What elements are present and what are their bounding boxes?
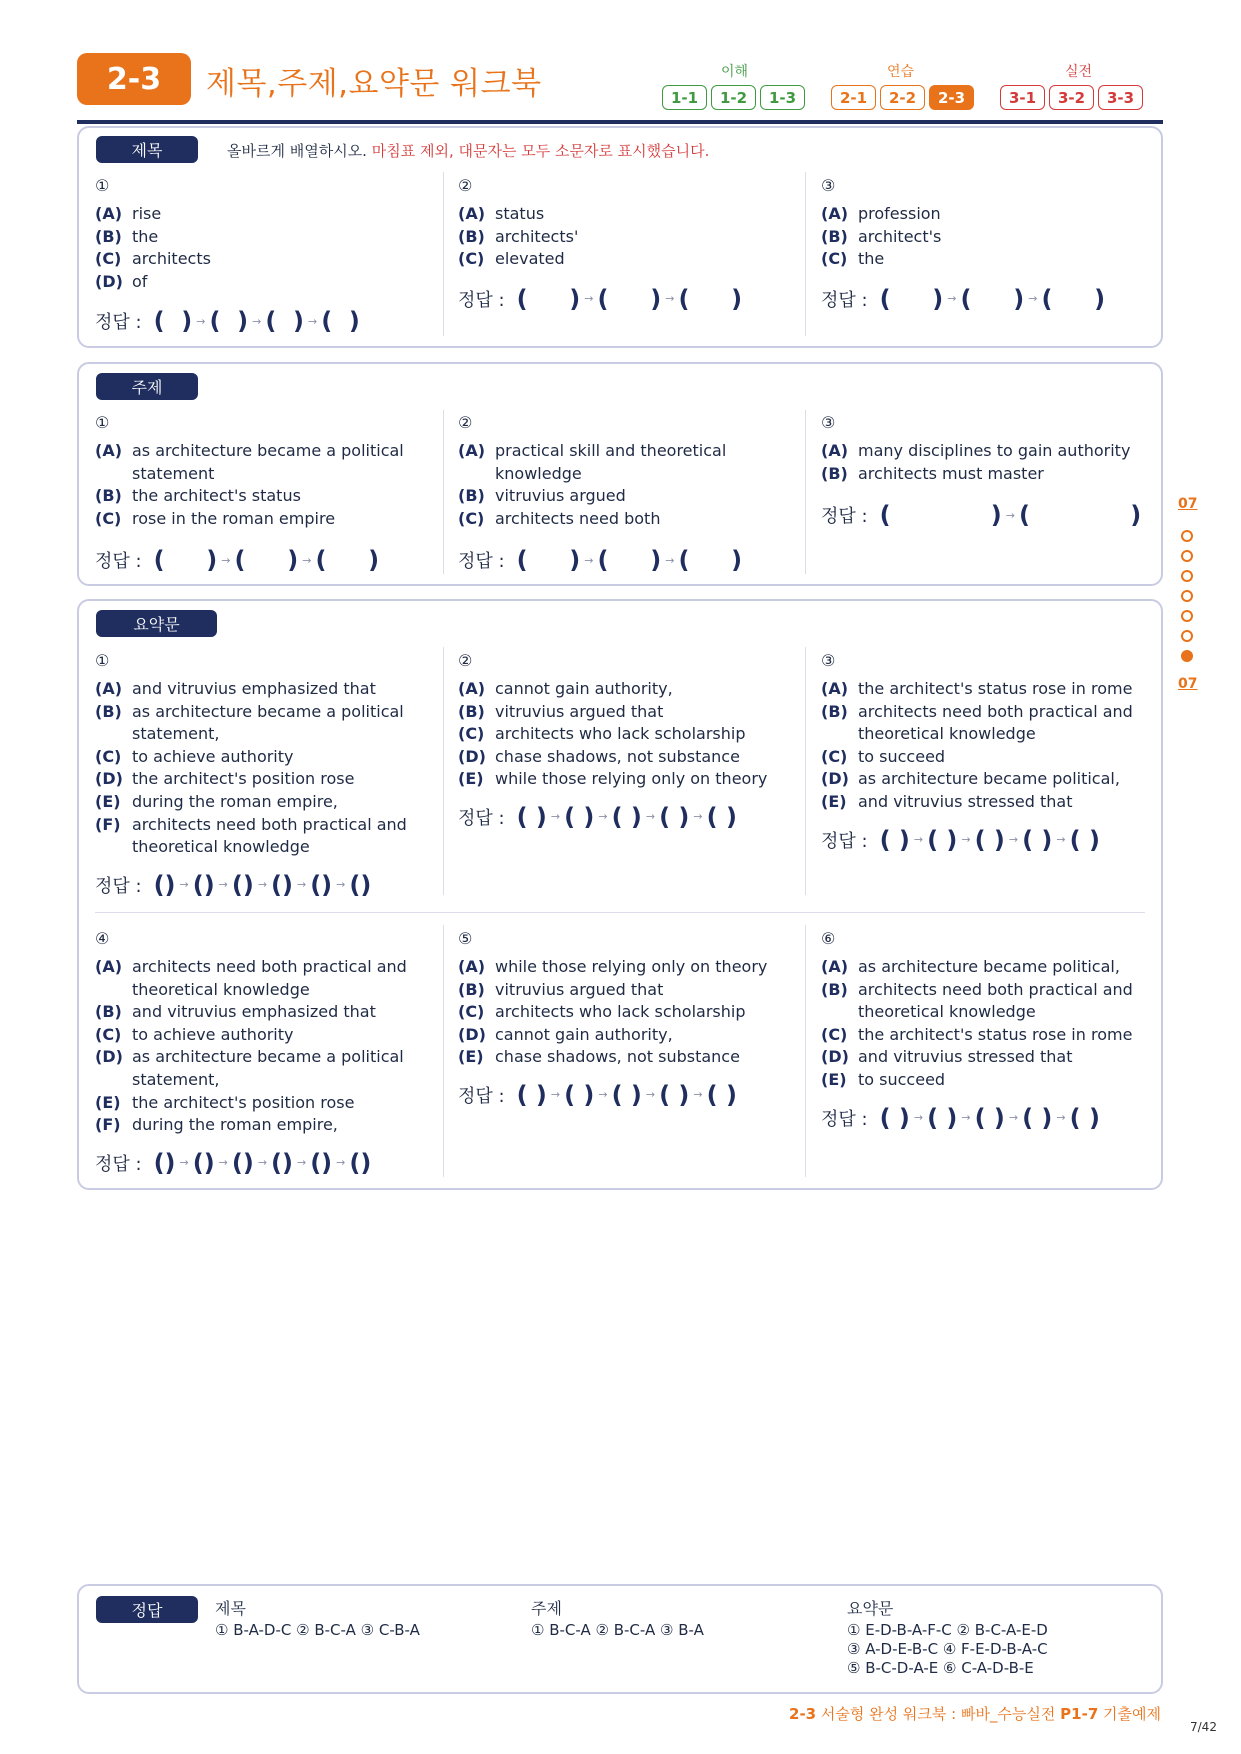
instruction-text: 올바르게 배열하시오. 마침표 제외, 대문자는 모두 소문자로 표시했습니다. <box>227 142 710 160</box>
nav-pill-1-2[interactable]: 1-2 <box>711 85 756 110</box>
unit-badge: 2-3 <box>77 53 191 105</box>
option: (B) architects need both practical and theoretical knowledge <box>821 701 1133 744</box>
progress-dot <box>1181 530 1193 542</box>
answer-blanks[interactable]: 정답 : ( ) → ( ) → ( ) → ( ) → ( ) <box>458 1080 737 1109</box>
question-number: ⑥ <box>821 929 836 948</box>
nav-pill-3-2[interactable]: 3-2 <box>1049 85 1094 110</box>
side-page-number-bottom: 07 <box>1178 676 1198 692</box>
column-divider <box>805 925 806 1177</box>
option: (C) architects who lack scholarship <box>458 724 746 744</box>
option: (C) to achieve authority <box>95 746 294 766</box>
option: (C) to achieve authority <box>95 1024 294 1044</box>
group-label-understanding: 이해 <box>720 64 749 80</box>
option: (B) architect's <box>821 226 942 246</box>
option: (D) and vitruvius stressed that <box>821 1047 1073 1067</box>
summary-question-3 <box>821 651 1156 856</box>
nav-pill-3-1[interactable]: 3-1 <box>1000 85 1045 110</box>
option: (B) the architect's status <box>95 486 301 506</box>
answer-key-theme: ① B-C-A ② B-C-A ③ B-A <box>531 1621 704 1639</box>
option: (C) to succeed <box>821 746 946 766</box>
question-number: ② <box>458 651 473 670</box>
progress-dot <box>1181 570 1193 582</box>
answer-blanks[interactable]: 정답 : ( ) → ( ) → ( ) <box>458 546 743 575</box>
nav-group-understanding <box>662 85 805 112</box>
option: (D) as architecture became political, <box>821 769 1120 789</box>
option: (E) chase shadows, not substance <box>458 1047 740 1067</box>
option: (E) and vitruvius stressed that <box>821 791 1073 811</box>
answer-blanks[interactable]: 정답 : ( ) → ( ) → ( ) → ( ) → ( ) <box>821 1103 1100 1132</box>
answer-key-summary-line-3: ⑤ B-C-D-A-E ⑥ C-A-D-B-E <box>847 1659 1034 1677</box>
column-divider <box>805 172 806 336</box>
theme-question-2 <box>458 413 793 576</box>
page-number: 7/42 <box>1190 1720 1217 1734</box>
option: (B) architects need both practical and theoretical knowledge <box>821 979 1133 1022</box>
summary-section-tag: 요약문 <box>96 610 217 637</box>
option: (C) elevated <box>458 249 565 269</box>
title-question-1 <box>95 176 430 337</box>
option: (E) to succeed <box>821 1069 946 1089</box>
answer-key-summary-line-2: ③ A-D-E-B-C ④ F-E-D-B-A-C <box>847 1640 1048 1658</box>
option: (B) architects must master <box>821 463 1044 483</box>
side-page-number-top: 07 <box>1178 496 1198 512</box>
option: (A) as architecture became political, <box>821 957 1120 976</box>
option: (E) the architect's position rose <box>95 1092 355 1112</box>
answer-blanks[interactable]: 정답 : ( ) → ( ) → ( ) → ( ) → ( ) <box>458 802 737 831</box>
answer-blanks[interactable]: 정답 : ( ) → ( ) → ( ) <box>95 546 380 575</box>
option: (C) rose in the roman empire <box>95 508 336 528</box>
column-divider <box>805 410 806 574</box>
footer-text: 2-3 서술형 완성 워크북 : 빠바_수능실전 P1-7 기출예제 <box>789 1705 1161 1723</box>
summary-question-5 <box>458 929 793 1111</box>
option: (A) profession <box>821 204 941 223</box>
option: (D) cannot gain authority, <box>458 1024 673 1044</box>
column-divider <box>443 410 444 574</box>
option: (A) practical skill and theoretical knowledge <box>458 441 727 483</box>
column-divider <box>805 647 806 895</box>
answer-key-title-heading: 제목 <box>215 1599 246 1618</box>
option: (D) the architect's position rose <box>95 769 355 789</box>
row-divider <box>95 912 1145 913</box>
option: (A) and vitruvius emphasized that <box>95 679 376 698</box>
option: (B) and vitruvius emphasized that <box>95 1002 376 1022</box>
nav-pill-3-3[interactable]: 3-3 <box>1098 85 1143 110</box>
option: (B) vitruvius argued <box>458 486 626 506</box>
option: (B) architects' <box>458 226 579 246</box>
option: (E) while those relying only on theory <box>458 769 768 789</box>
option: (B) vitruvius argued that <box>458 979 664 999</box>
option: (A) while those relying only on theory <box>458 957 768 976</box>
option: (A) rise <box>95 204 162 223</box>
question-number: ① <box>95 651 110 670</box>
answer-blanks[interactable]: 정답 : () → () → () → () → () → () <box>95 870 372 899</box>
answer-blanks[interactable]: 정답 : ( ) → ( ) → ( ) → ( ) <box>95 307 360 336</box>
title-section-tag: 제목 <box>96 136 198 163</box>
nav-pill-2-1[interactable]: 2-1 <box>831 85 876 110</box>
summary-question-6 <box>821 929 1156 1134</box>
nav-pill-1-1[interactable]: 1-1 <box>662 85 707 110</box>
option: (E) during the roman empire, <box>95 791 338 811</box>
nav-group-real <box>1000 85 1143 112</box>
theme-question-1 <box>95 413 430 576</box>
answer-key-summary-heading: 요약문 <box>847 1599 894 1618</box>
column-divider <box>443 647 444 895</box>
option: (C) architects need both <box>458 508 661 528</box>
question-number: ② <box>458 413 473 432</box>
question-number: ③ <box>821 413 836 432</box>
progress-dot-active <box>1181 650 1193 662</box>
progress-dot <box>1181 550 1193 562</box>
question-number: ③ <box>821 176 836 195</box>
question-number: ① <box>95 176 110 195</box>
answer-key-theme-heading: 주제 <box>531 1599 562 1618</box>
option: (F) architects need both practical and theoretical knowledge <box>95 814 407 857</box>
theme-question-3 <box>821 413 1156 531</box>
option: (A) as architecture became a political statement <box>95 441 404 483</box>
group-label-practice: 연습 <box>886 64 915 80</box>
column-divider <box>443 925 444 1177</box>
answer-key-summary-line-1: ① E-D-B-A-F-C ② B-C-A-E-D <box>847 1621 1048 1639</box>
summary-question-1 <box>95 651 430 901</box>
answer-blanks[interactable]: 정답 : () → () → () → () → () → () <box>95 1148 372 1177</box>
theme-section-tag: 주제 <box>96 373 198 400</box>
question-number: ② <box>458 176 473 195</box>
nav-group-practice <box>831 85 974 112</box>
question-number: ③ <box>821 651 836 670</box>
option: (A) many disciplines to gain authority <box>821 441 1131 460</box>
option: (C) the architect's status rose in rome <box>821 1024 1133 1044</box>
option: (A) architects need both practical and theoretical knowledge <box>95 957 407 999</box>
option: (C) architects who lack scholarship <box>458 1002 746 1022</box>
option: (A) cannot gain authority, <box>458 679 673 698</box>
page-title: 제목,주제,요약문 워크북 <box>206 66 542 102</box>
answer-blanks[interactable]: 정답 : ( ) → ( ) → ( ) <box>458 284 743 313</box>
title-question-3 <box>821 176 1156 315</box>
option: (A) the architect's status rose in rome <box>821 679 1133 698</box>
nav-pill-2-2[interactable]: 2-2 <box>880 85 925 110</box>
option: (B) the <box>95 226 159 246</box>
progress-dot <box>1181 610 1193 622</box>
answer-key-title: ① B-A-D-C ② B-C-A ③ C-B-A <box>215 1621 420 1639</box>
option: (B) vitruvius argued that <box>458 701 664 721</box>
option: (F) during the roman empire, <box>95 1115 338 1135</box>
answer-blanks[interactable]: 정답 : ( ) → ( ) → ( ) <box>821 284 1106 313</box>
summary-question-4 <box>95 929 430 1179</box>
group-label-real: 실전 <box>1064 64 1093 80</box>
option: (C) the <box>821 249 885 269</box>
option: (C) architects <box>95 249 211 269</box>
summary-question-2 <box>458 651 793 833</box>
option: (D) chase shadows, not substance <box>458 746 740 766</box>
column-divider <box>443 172 444 336</box>
option: (D) of <box>95 271 148 291</box>
nav-pill-1-3[interactable]: 1-3 <box>760 85 805 110</box>
header-rule <box>77 120 1163 124</box>
option: (B) as architecture became a political statement, <box>95 701 404 744</box>
progress-dot <box>1181 590 1193 602</box>
answer-key-tag: 정답 <box>96 1596 198 1623</box>
question-number: ⑤ <box>458 929 473 948</box>
question-number: ④ <box>95 929 110 948</box>
option: (D) as architecture became a political statement, <box>95 1047 404 1089</box>
title-question-2 <box>458 176 793 315</box>
answer-blanks[interactable]: 정답 : ( ) → ( ) <box>821 501 1142 530</box>
option: (A) status <box>458 204 545 223</box>
answer-blanks[interactable]: 정답 : ( ) → ( ) → ( ) → ( ) → ( ) <box>821 825 1100 854</box>
question-number: ① <box>95 413 110 432</box>
nav-pill-2-3[interactable]: 2-3 <box>929 85 974 110</box>
progress-dot <box>1181 630 1193 642</box>
